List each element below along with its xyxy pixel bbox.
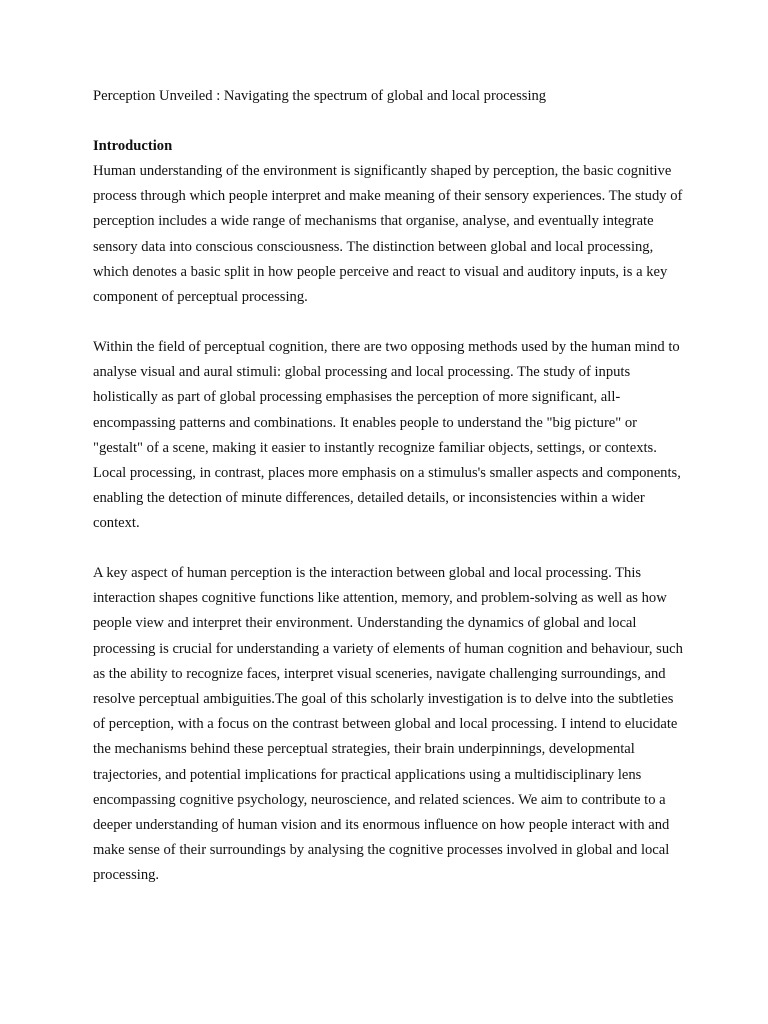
- paragraph-1: Human understanding of the environment is significantly shaped by perception, the basic cognitive process through which people interpret and make meaning of their sensory experiences. The study of perception includes a wide range of mechanisms that organise, analyse, and eventually integrate sensory data into conscious consciousness. The distinction between global and local processing, which denotes a basic split in how people perceive and react to visual and auditory inputs, is a key component of perceptual processing.: [93, 163, 683, 306]
- section-heading-introduction: Introduction: [93, 138, 173, 154]
- paragraph-3: A key aspect of human perception is the interaction between global and local processing. This interaction shapes cognitive functions like attention, memory, and problem-solving as well as how people view and interpret their environment. Understanding the dynamics of global and local processing is crucial for understanding a variety of elements of human cognition and behaviour, such as the ability to recognize faces, interpret visual sceneries, navigate challenging surroundings, and resolve perceptual ambiguities.The goal of this scholarly investigation is to delve into the subtleties of perception, with a focus on the contrast between global and local processing. I intend to elucidate the mechanisms behind these perceptual strategies, their brain underpinnings, developmental trajectories, and potential implications for practical applications using a multidisciplinary lens encompassing cognitive psychology, neuroscience, and related sciences. We aim to contribute to a deeper understanding of human vision and its enormous influence on how people interact with and make sense of their surroundings by analysing the cognitive processes involved in global and local processing.: [93, 565, 683, 884]
- paragraph-2: Within the field of perceptual cognition, there are two opposing methods used by the human mind to analyse visual and aural stimuli: global processing and local processing. The study of inputs holistically as part of global processing emphasises the perception of more significant, all-encompassing patterns and combinations. It enables people to understand the "big picture" or "gestalt" of a scene, making it easier to instantly recognize familiar objects, settings, or contexts. Local processing, in contrast, places more emphasis on a stimulus's smaller aspects and components, enabling the detection of minute differences, detailed details, or inconsistencies within a wider context.: [93, 339, 681, 532]
- document-title: Perception Unveiled : Navigating the spectrum of global and local processing: [93, 88, 547, 104]
